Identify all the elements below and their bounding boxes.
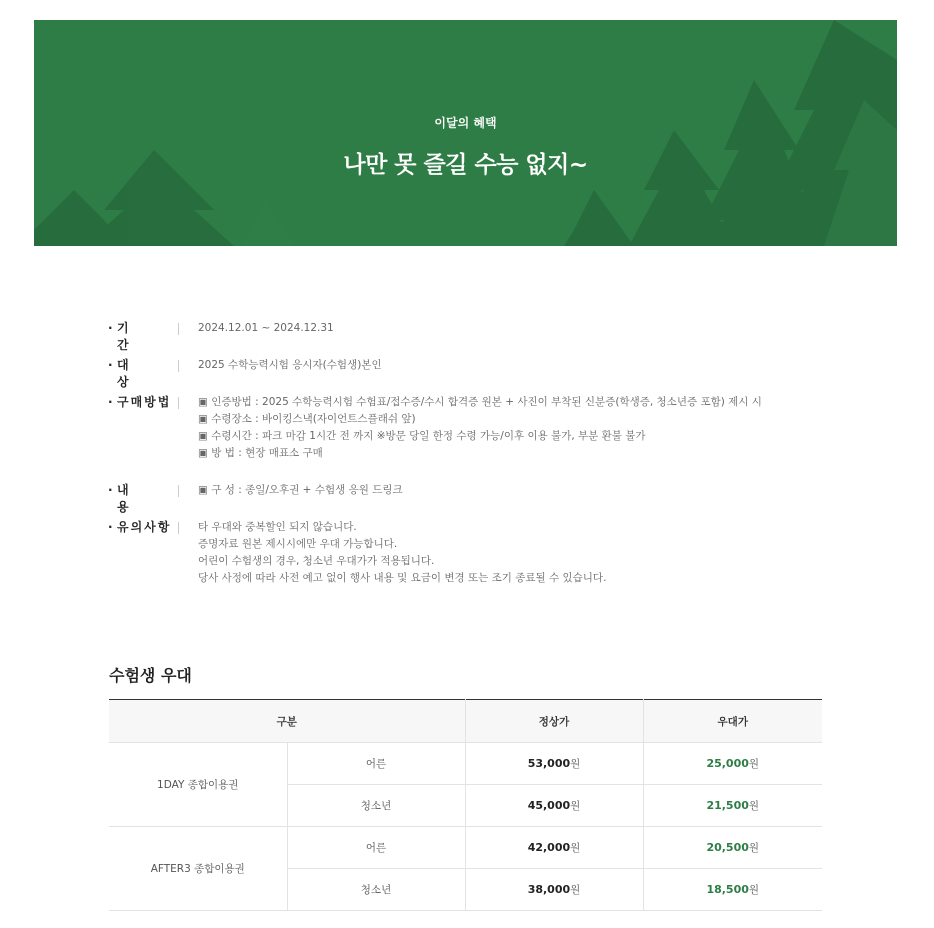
info-label-target: 대 상 <box>117 358 154 389</box>
discount-price <box>643 869 822 911</box>
info-label-content: 내 용 <box>117 483 154 514</box>
regular-price-value: 42,000 <box>527 841 571 854</box>
visitor-type: 어른 <box>287 743 465 785</box>
regular-price <box>465 785 643 827</box>
info-line: ▣ 방 법 : 현장 매표소 구매 <box>198 447 323 459</box>
regular-price-value: 45,000 <box>527 799 571 812</box>
currency-unit: 원 <box>570 800 581 812</box>
regular-price-value: 38,000 <box>527 883 571 896</box>
discount-price-value: 18,500 <box>706 883 749 896</box>
visitor-type: 청소년 <box>287 785 465 827</box>
header-regular-price: 정상가 <box>465 700 643 743</box>
info-label-notice: 유의사항 <box>117 520 172 534</box>
info-line: ▣ 인증방법 : 2025 수학능력시험 수험표/접수증/수시 합격증 원본 + 사진이 부착된 신분증(학생증, 청소년증 포함) 제시 시 <box>198 396 762 408</box>
info-value-notice <box>198 519 606 587</box>
ticket-name: AFTER3 종합이용권 <box>109 827 287 911</box>
info-label-period: 기 간 <box>117 321 154 352</box>
info-line: ▣ 구 성 : 종일/오후권 + 수험생 응원 드링크 <box>198 484 403 496</box>
info-line: 어린이 수험생의 경우, 청소년 우대가가 적용됩니다. <box>198 555 435 567</box>
info-line: 증명자료 원본 제시시에만 우대 가능합니다. <box>198 538 398 550</box>
divider <box>178 323 179 335</box>
event-info-list <box>108 320 828 607</box>
discount-price <box>643 827 822 869</box>
info-row-purchase: · 구매방법 ▣ 인증방법 : 2025 수학능력시험 수험표/접수증/수시 합격증 원본 + 사진이 부착된 신분증(학생증, 청소년증 포함) 제시 시 ▣ 수령장소 : 바이킹스낵(자이언트스플래쉬 앞) ▣ 수령시간 : 파크 마감 1시간 전 까지 ※방문 당일 한정 수령 가능/이후 이용 불가, 부분 환불 불가 ▣ 방 법 : 현장 매표소 구매 <box>108 394 828 462</box>
discount-price-value: 25,000 <box>706 757 749 770</box>
currency-unit: 원 <box>570 842 581 854</box>
info-row-notice: · 유의사항 타 우대와 중복할인 되지 않습니다. 증명자료 원본 제시시에만 우대 가능합니다. 어린이 수험생의 경우, 청소년 우대가가 적용됩니다. 당사 사정에 따라 사전 예고 없이 행사 내용 및 요금이 변경 또는 조기 종료될 수 있습니다. <box>108 519 828 587</box>
ticket-name: 1DAY 종합이용권 <box>109 743 287 827</box>
divider <box>178 485 179 497</box>
currency-unit: 원 <box>748 758 760 770</box>
price-section-title: 수험생 우대 <box>109 666 192 685</box>
banner-headline: 나만 못 즐길 수능 없지~ <box>343 152 588 178</box>
info-line: 당사 사정에 따라 사전 예고 없이 행사 내용 및 요금이 변경 또는 조기 종료될 수 있습니다. <box>198 572 607 584</box>
regular-price-value: 53,000 <box>527 757 571 770</box>
info-value-target <box>198 357 382 374</box>
discount-price <box>643 743 822 785</box>
info-line: ▣ 수령장소 : 바이킹스낵(자이언트스플래쉬 앞) <box>198 413 416 425</box>
info-line: 타 우대와 중복할인 되지 않습니다. <box>198 521 357 533</box>
currency-unit: 원 <box>748 800 760 812</box>
divider <box>178 522 179 534</box>
info-row-content: · 내 용 ▣ 구 성 : 종일/오후권 + 수험생 응원 드링크 <box>108 483 403 514</box>
info-row-target: · 대 상 2025 수학능력시험 응시자(수험생)본인 <box>108 358 382 389</box>
info-value-period <box>198 320 334 337</box>
divider <box>178 397 179 409</box>
discount-price-value: 20,500 <box>706 841 749 854</box>
info-value-content <box>198 482 403 499</box>
info-label-purchase: 구매방법 <box>117 395 172 409</box>
regular-price <box>465 869 643 911</box>
regular-price <box>465 827 643 869</box>
hero-banner <box>34 20 897 246</box>
currency-unit: 원 <box>570 884 581 896</box>
forest-background-illustration <box>34 20 897 246</box>
table-header-row <box>109 700 822 743</box>
info-value-purchase <box>198 394 762 462</box>
regular-price <box>465 743 643 785</box>
info-line: ▣ 수령시간 : 파크 마감 1시간 전 까지 ※방문 당일 한정 수령 가능/이후 이용 불가, 부분 환불 불가 <box>198 430 646 442</box>
info-row-period: · 기 간 2024.12.01 ~ 2024.12.31 <box>108 321 334 352</box>
price-table <box>109 699 822 911</box>
banner-eyebrow: 이달의 혜택 <box>434 116 497 130</box>
visitor-type: 청소년 <box>287 869 465 911</box>
info-line: 2024.12.01 ~ 2024.12.31 <box>198 322 334 334</box>
currency-unit: 원 <box>748 884 760 896</box>
discount-price-value: 21,500 <box>706 799 749 812</box>
discount-price <box>643 785 822 827</box>
table-row <box>109 743 822 785</box>
header-discount-price: 우대가 <box>643 700 822 743</box>
divider <box>178 360 179 372</box>
visitor-type: 어른 <box>287 827 465 869</box>
currency-unit: 원 <box>570 758 581 770</box>
table-row <box>109 827 822 869</box>
info-line: 2025 수학능력시험 응시자(수험생)본인 <box>198 359 382 371</box>
currency-unit: 원 <box>748 842 760 854</box>
header-category: 구분 <box>109 700 465 743</box>
